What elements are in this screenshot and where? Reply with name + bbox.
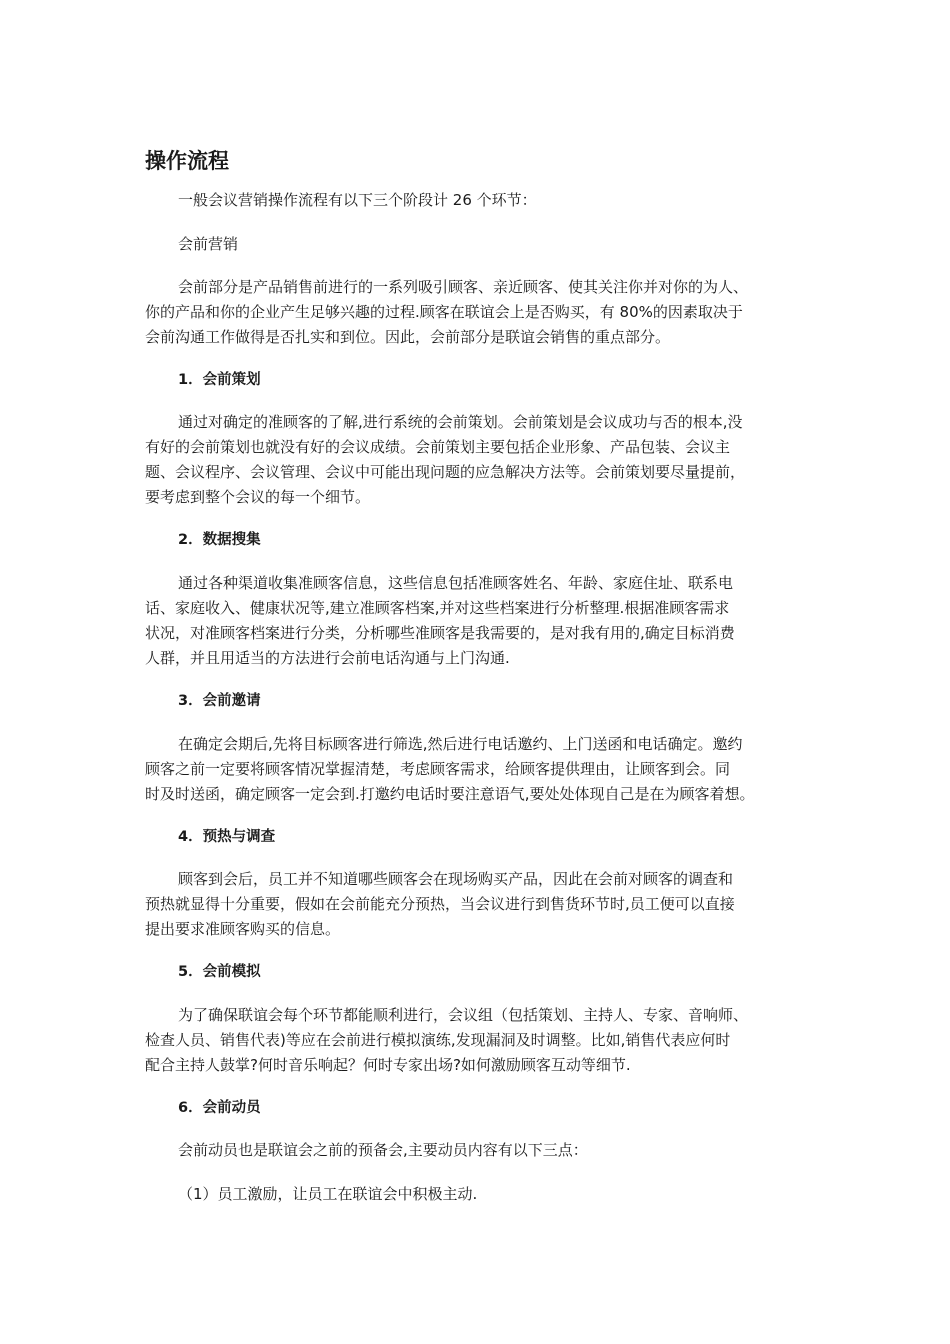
section-line: 检查人员、销售代表)等应在会前进行模拟演练,发现漏洞及时调整。比如,销售代表应何时 xyxy=(145,1031,731,1049)
stage-heading: 会前营销 xyxy=(178,235,239,253)
section-line: 题、会议程序、会议管理、会议中可能出现问题的应急解决方法等。会前策划要尽量提前， xyxy=(145,463,746,481)
section-heading: 5．会前模拟 xyxy=(178,964,261,980)
section-line: 要考虑到整个会议的每一个细节。 xyxy=(145,488,371,506)
page-title: 操作流程 xyxy=(145,149,229,173)
section-line: 配合主持人鼓掌?何时音乐响起？何时专家出场?如何激励顾客互动等细节. xyxy=(145,1056,631,1074)
section-line: 通过对确定的准顾客的了解,进行系统的会前策划。会前策划是会议成功与否的根本,没 xyxy=(178,413,743,431)
section-line: 提出要求准顾客购买的信息。 xyxy=(145,920,341,938)
stage-para-line: 会前沟通工作做得是否扎实和到位。因此，会前部分是联谊会销售的重点部分。 xyxy=(145,328,671,346)
section-line: 为了确保联谊会每个环节都能顺利进行，会议组（包括策划、主持人、专家、音响师、 xyxy=(178,1006,749,1024)
section-heading: 3．会前邀请 xyxy=(178,693,261,709)
section-heading: 1．会前策划 xyxy=(178,372,261,388)
section-line: 通过各种渠道收集准顾客信息，这些信息包括准顾客姓名、年龄、家庭住址、联系电 xyxy=(178,574,734,592)
section-line: 在确定会期后,先将目标顾客进行筛选,然后进行电话邀约、上门送函和电话确定。邀约 xyxy=(178,735,743,753)
intro-text: 一般会议营销操作流程有以下三个阶段计 26 个环节： xyxy=(178,191,537,209)
section-line: 预热就显得十分重要，假如在会前能充分预热，当会议进行到售货环节时,员工便可以直接 xyxy=(145,895,735,913)
stage-para-line: 会前部分是产品销售前进行的一系列吸引顾客、亲近顾客、使其关注你并对你的为人、 xyxy=(178,278,749,296)
section-heading: 4．预热与调查 xyxy=(178,829,276,845)
section-line: 顾客到会后，员工并不知道哪些顾客会在现场购买产品，因此在会前对顾客的调查和 xyxy=(178,870,734,888)
list-item: （1）员工激励，让员工在联谊会中积极主动. xyxy=(178,1185,478,1203)
section-line: 人群，并且用适当的方法进行会前电话沟通与上门沟通. xyxy=(145,649,510,667)
section-line: 有好的会前策划也就没有好的会议成绩。会前策划主要包括企业形象、产品包装、会议主 xyxy=(145,438,731,456)
stage-para-line: 你的产品和你的企业产生足够兴趣的过程.顾客在联谊会上是否购买，有 80%的因素取决于 xyxy=(145,303,743,321)
section-line: 时及时送函，确定顾客一定会到.打邀约电话时要注意语气,要处处体现自己是在为顾客着想。 xyxy=(145,785,755,803)
section-heading: 6．会前动员 xyxy=(178,1100,261,1116)
section-line: 状况，对准顾客档案进行分类，分析哪些准顾客是我需要的，是对我有用的,确定目标消费 xyxy=(145,624,735,642)
section-line: 会前动员也是联谊会之前的预备会,主要动员内容有以下三点： xyxy=(178,1141,588,1159)
section-line: 顾客之前一定要将顾客情况掌握清楚，考虑顾客需求，给顾客提供理由，让顾客到会。同 xyxy=(145,760,731,778)
section-heading: 2．数据搜集 xyxy=(178,532,261,548)
section-line: 话、家庭收入、健康状况等,建立准顾客档案,并对这些档案进行分析整理.根据准顾客需求 xyxy=(145,599,730,617)
